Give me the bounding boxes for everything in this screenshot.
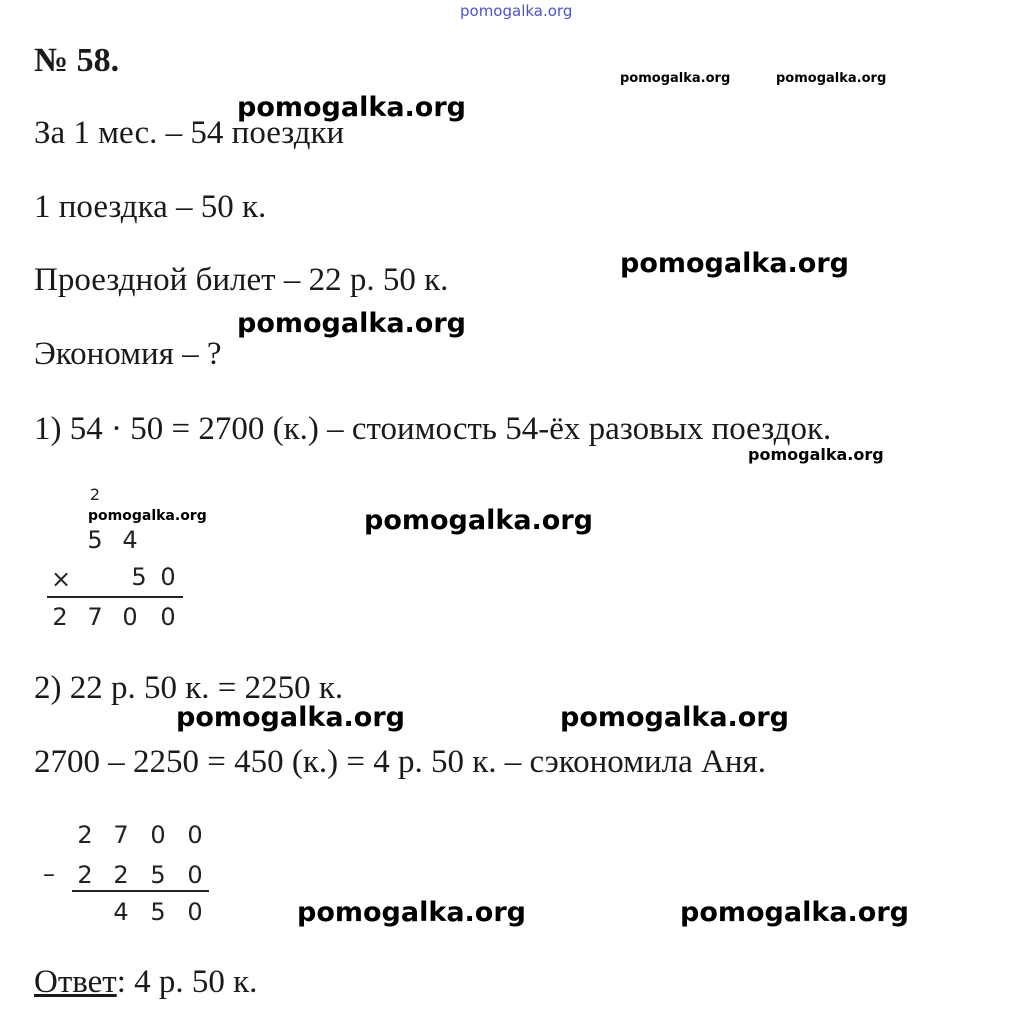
watermark-small: pomogalka.org	[620, 71, 731, 86]
answer-label: Ответ	[34, 964, 117, 1000]
watermark: pomogalka.org	[560, 702, 789, 733]
digit: 4	[122, 526, 138, 554]
watermark: pomogalka.org	[176, 702, 405, 733]
digit: 0	[187, 821, 203, 849]
given-line-4: Экономия – ?	[34, 336, 222, 372]
given-line-2: 1 поездка – 50 к.	[34, 189, 267, 225]
watermark: pomogalka.org	[297, 897, 526, 928]
digit: 2	[77, 821, 93, 849]
digit: 2	[113, 861, 129, 889]
step-1: 1) 54 · 50 = 2700 (к.) – стоимость 54-ёх разовых поездок.	[34, 411, 832, 447]
digit: 0	[150, 821, 166, 849]
watermark: pomogalka.org	[620, 248, 849, 279]
watermark: pomogalka.org	[680, 897, 909, 928]
step-2b: 2700 – 2250 = 450 (к.) = 4 р. 50 к. – сэкономила Аня.	[34, 744, 766, 780]
digit: 5	[87, 526, 103, 554]
digit: 5	[131, 563, 147, 591]
answer	[34, 966, 257, 999]
watermark-top: pomogalka.org	[460, 2, 573, 20]
digit: 7	[113, 821, 129, 849]
digit: 0	[187, 898, 203, 926]
carry-digit: 2	[89, 485, 101, 504]
digit: 7	[87, 603, 103, 631]
digit: 0	[122, 603, 138, 631]
watermark-small: pomogalka.org	[748, 445, 884, 464]
watermark: pomogalka.org	[364, 505, 593, 536]
multiply-sign: ×	[50, 565, 72, 593]
digit: 2	[77, 861, 93, 889]
problem-number: № 58.	[34, 42, 120, 79]
digit: 0	[187, 861, 203, 889]
watermark-small: pomogalka.org	[776, 71, 887, 86]
watermark: pomogalka.org	[237, 92, 466, 123]
watermark: pomogalka.org	[237, 308, 466, 339]
given-line-3: Проездной билет – 22 р. 50 к.	[34, 262, 449, 298]
result-line	[72, 890, 209, 892]
result-line	[47, 596, 183, 598]
given-line-1: За 1 мес. – 54 поездки	[34, 115, 345, 151]
digit: 4	[113, 898, 129, 926]
digit: 0	[160, 603, 176, 631]
digit: 0	[160, 563, 176, 591]
digit: 5	[150, 898, 166, 926]
digit: 5	[150, 861, 166, 889]
minus-sign: –	[43, 860, 55, 888]
step-2a: 2) 22 р. 50 к. = 2250 к.	[34, 670, 344, 706]
digit: 2	[52, 603, 68, 631]
watermark-small: pomogalka.org	[88, 508, 207, 524]
answer-value: : 4 р. 50 к.	[116, 964, 258, 1000]
